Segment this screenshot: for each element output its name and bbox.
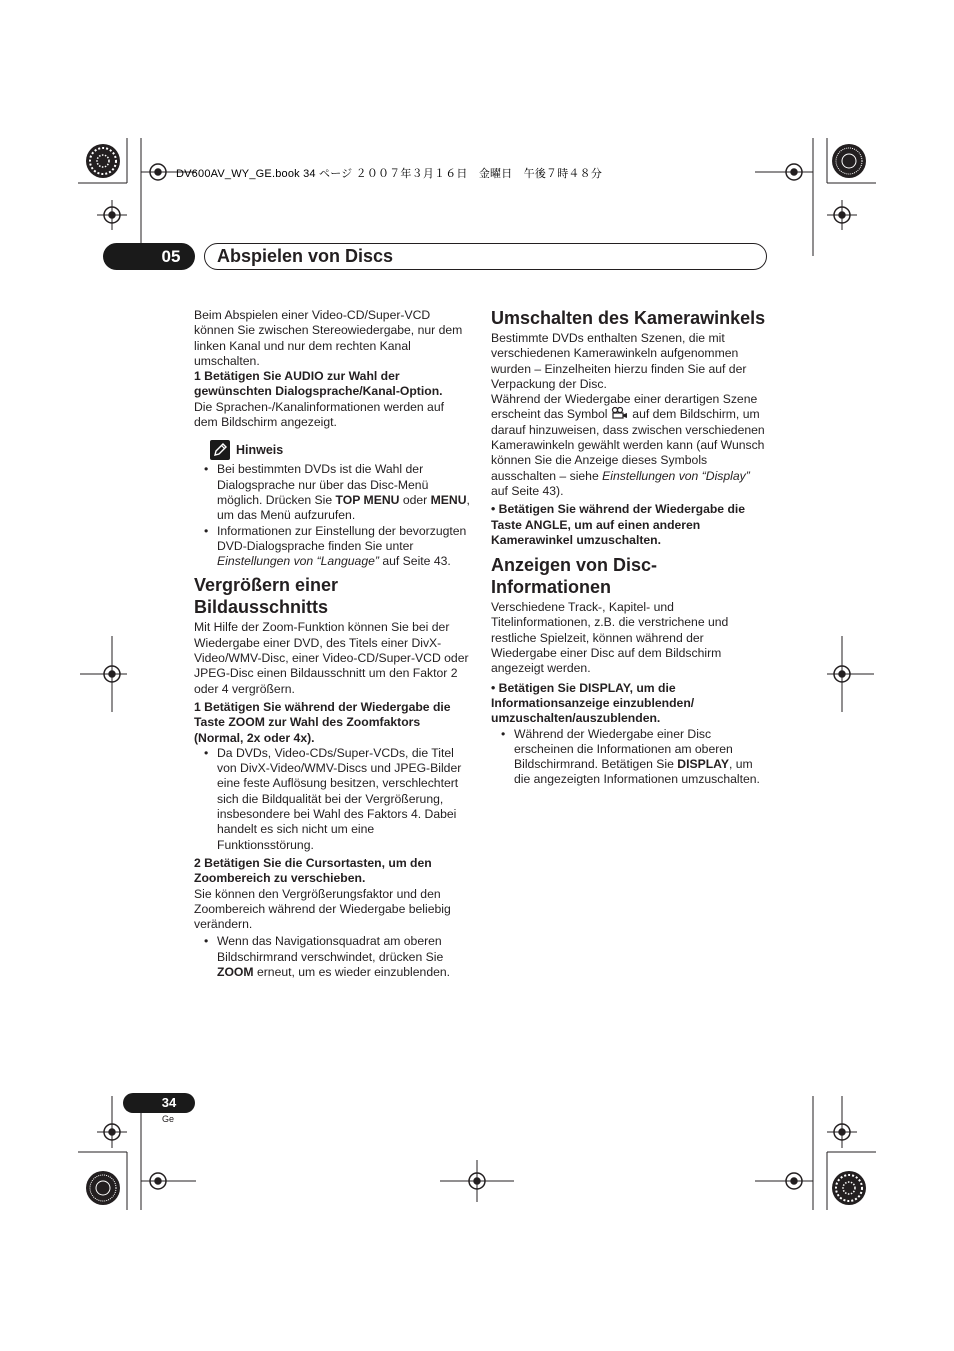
zoom-list-1 (194, 746, 470, 853)
print-slug: DV600AV_WY_GE.book 34 ページ ２００７年３月１６日 金曜日 午後７時４８分 (176, 168, 603, 180)
info-step: • Betätigen Sie DISPLAY, um die Informationsanzeige einzublenden/ umzuschalten/auszublenden. (491, 680, 695, 726)
info-paragraph: Verschiedene Track-, Kapitel- und Titelinformationen, z.B. die verstrichene und restliche Spielzeit, können während der Wiedergabe einer Disc auf dem Bildschirm angezeigt werden. (491, 600, 729, 676)
audio-step-1: 1 Betätigen Sie AUDIO zur Wahl der gewünschten Dialogsprache/Kanal-Option. (194, 369, 443, 399)
zoom-heading: Vergrößern einer Bildausschnitts (194, 575, 339, 618)
angle-paragraph-1: Bestimmte DVDs enthalten Szenen, die mit verschiedenen Kamerawinkeln aufgenommen wurden – Einzelheiten hierzu finden Sie auf der Verpackung der Disc. (491, 331, 747, 391)
pencil-note-icon (210, 440, 230, 460)
angle-step: • Betätigen Sie während der Wiedergabe die Taste ANGLE, um auf einen anderen Kamerawinkel umzuschalten. (491, 502, 746, 547)
left-column (194, 308, 470, 980)
note-header (194, 440, 470, 462)
zoom-intro: Mit Hilfe der Zoom-Funktion können Sie bei der Wiedergabe einer DVD, des Titels einer DivX-Video/WMV-Disc, einer Video-CD/Super-VCD oder JPEG-Disc einen Bildausschnitt um den Faktor 2 oder 4 vergrößern. (194, 620, 469, 696)
right-column (491, 307, 767, 788)
cross-reference: Einstellungen von “Language” (217, 554, 379, 569)
list-item: • Wenn das Navigationsquadrat am oberen Bildschirmrand verschwindet, drücken Sie ZOOM erneut, um es wieder einzublenden. (194, 934, 470, 980)
zoom-step-1: 1 Betätigen Sie während der Wiedergabe die Taste ZOOM zur Wahl des Zoomfaktors (Normal, 2x oder 4x). (194, 699, 451, 745)
cross-reference: Einstellungen von “Display” (602, 468, 750, 483)
display-key: DISPLAY (677, 757, 729, 772)
page-number: 34 (123, 1093, 195, 1113)
zoom-list-2 (194, 934, 470, 980)
info-heading: Anzeigen von Disc-Informationen (491, 555, 658, 598)
zoom-step-2-body: Sie können den Vergrößerungsfaktor und den Zoombereich während der Wiedergabe beliebig verändern. (194, 886, 451, 932)
info-list (491, 727, 767, 788)
note-item: • Informationen zur Einstellung der bevorzugten DVD-Dialogsprache finden Sie unter Einstellungen von “Language” auf Seite 43. (194, 524, 470, 570)
menu-key: MENU (430, 492, 467, 507)
language-code: Ge (162, 1114, 175, 1124)
zoom-key: ZOOM (217, 964, 254, 979)
list-item: • Während der Wiedergabe einer Disc erscheinen die Informationen am oberen Bildschirmrand. Betätigen Sie DISPLAY, um die angezeigten Informationen umzuschalten. (491, 727, 767, 788)
note-item: • Bei bestimmten DVDs ist die Wahl der Dialogsprache nur über das Disc-Menü möglich. Drücken Sie TOP MENU oder MENU, um das Menü aufzurufen. (194, 462, 470, 523)
list-item: • Da DVDs, Video-CDs/Super-VCDs, die Titel von DivX-Video/WMV-Discs und JPEG-Bilder eine feste Auflösung besitzen, verschlechtert sich die Bildqualität bei der Vergrößerung, insbesondere bei Wahl des Faktors 4. Dabei handelt es sich nicht um eine Funktionsstörung. (194, 746, 470, 853)
camera-angle-icon (611, 407, 629, 419)
top-menu-key: TOP MENU (335, 492, 400, 507)
zoom-step-2: 2 Betätigen Sie die Cursortasten, um den Zoombereich zu verschieben. (194, 855, 432, 886)
chapter-title: Abspielen von Discs (204, 243, 767, 270)
chapter-number: 05 (103, 243, 195, 270)
chapter-header (103, 243, 767, 270)
audio-step-1-body: Die Sprachen-/Kanalinformationen werden auf dem Bildschirm angezeigt. (194, 399, 444, 430)
audio-intro: Beim Abspielen einer Video-CD/Super-VCD können Sie zwischen Stereowiedergabe, nur dem linken Kanal und nur dem rechten Kanal umschalten. (194, 308, 463, 368)
angle-heading: Umschalten des Kamerawinkels (491, 308, 766, 328)
note-label: Hinweis (236, 443, 284, 458)
angle-paragraph-2: Während der Wiedergabe einer derartigen Szene erscheint das Symbol auf dem Bildschirm, um darauf hinzuweisen, dass zwischen verschiedenen Kamerawinkeln gewählt werden kann (auf Wunsch können Sie die Anzeige dieses Symbols ausschalten – siehe Einstellungen von “Display” auf Seite 43). (491, 392, 765, 498)
note-list (194, 462, 470, 569)
